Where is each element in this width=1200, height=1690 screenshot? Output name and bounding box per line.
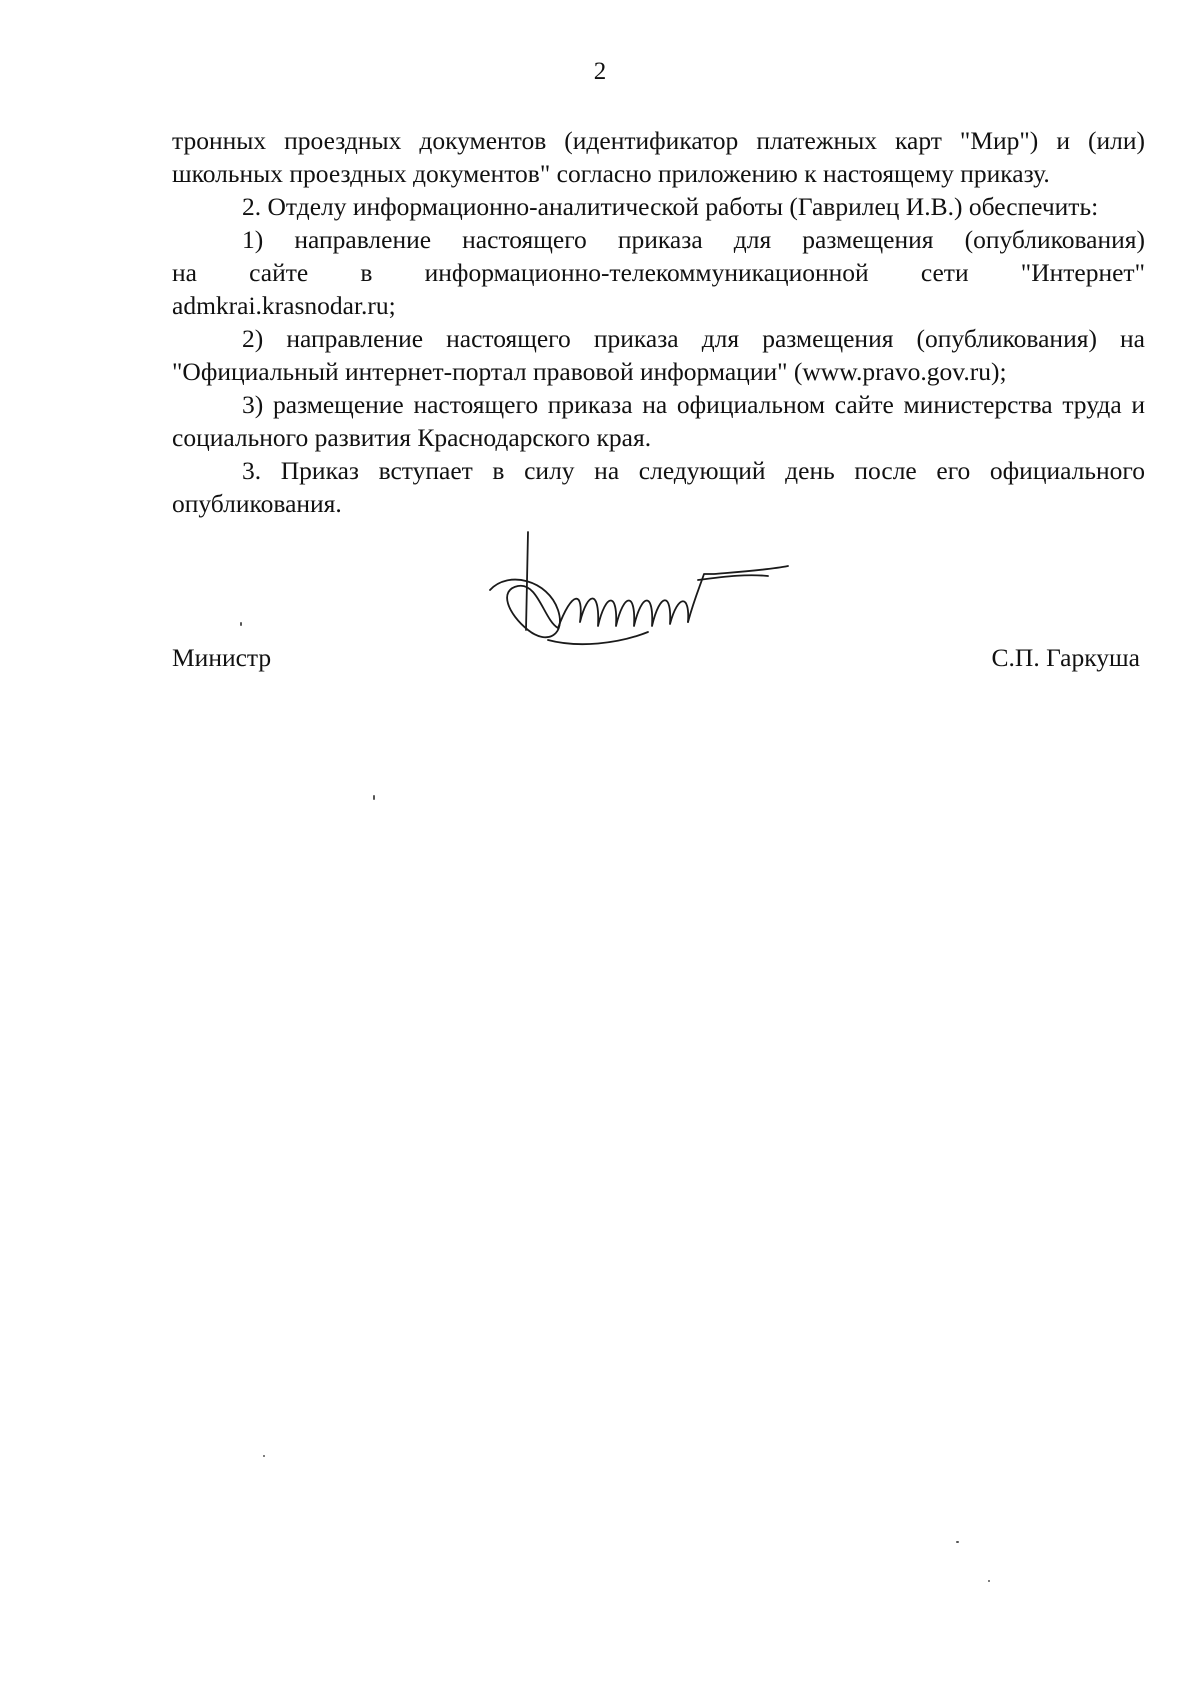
signer-title: Министр [172,643,272,672]
paragraph-subitem-3: 3) размещение настоящего приказа на официальном сайте министерства труда и социального развития Краснодарского края. [172,390,1145,452]
paragraph-continuation: тронных проездных документов (идентификатор платежных карт "Мир") и (или) школьных проездных документов" согласно приложению к настоящему приказу. [172,126,1145,188]
page-number: 2 [593,58,607,85]
handwritten-signature-icon [488,530,798,700]
paragraph-item-3: 3. Приказ вступает в силу на следующий день после его официального опубликования. [172,456,1145,518]
document-body [172,124,1145,520]
paragraph-subitem-2: 2) направление настоящего приказа для размещения (опубликования) на "Официальный интернет-портал правовой информации" (www.pravo.gov.ru); [172,324,1145,386]
paragraph-subitem-1: 1) направление настоящего приказа для размещения (опубликования) [242,225,1145,254]
paragraph-item-2: 2. Отделу информационно-аналитической работы (Гаврилец И.В.) обеспечить: [242,192,1099,221]
paragraph-subitem-1-cont: на сайте в информационно-телекоммуникационной сети "Интернет" [172,258,1145,287]
signer-name: С.П. Гаркуша [991,643,1140,672]
scan-speck [240,622,242,626]
scan-speck [988,1580,990,1582]
scan-speck [263,1455,265,1457]
scan-speck [956,1541,959,1543]
paragraph-subitem-1-url: admkrai.krasnodar.ru; [172,291,396,320]
scan-speck [373,795,375,800]
